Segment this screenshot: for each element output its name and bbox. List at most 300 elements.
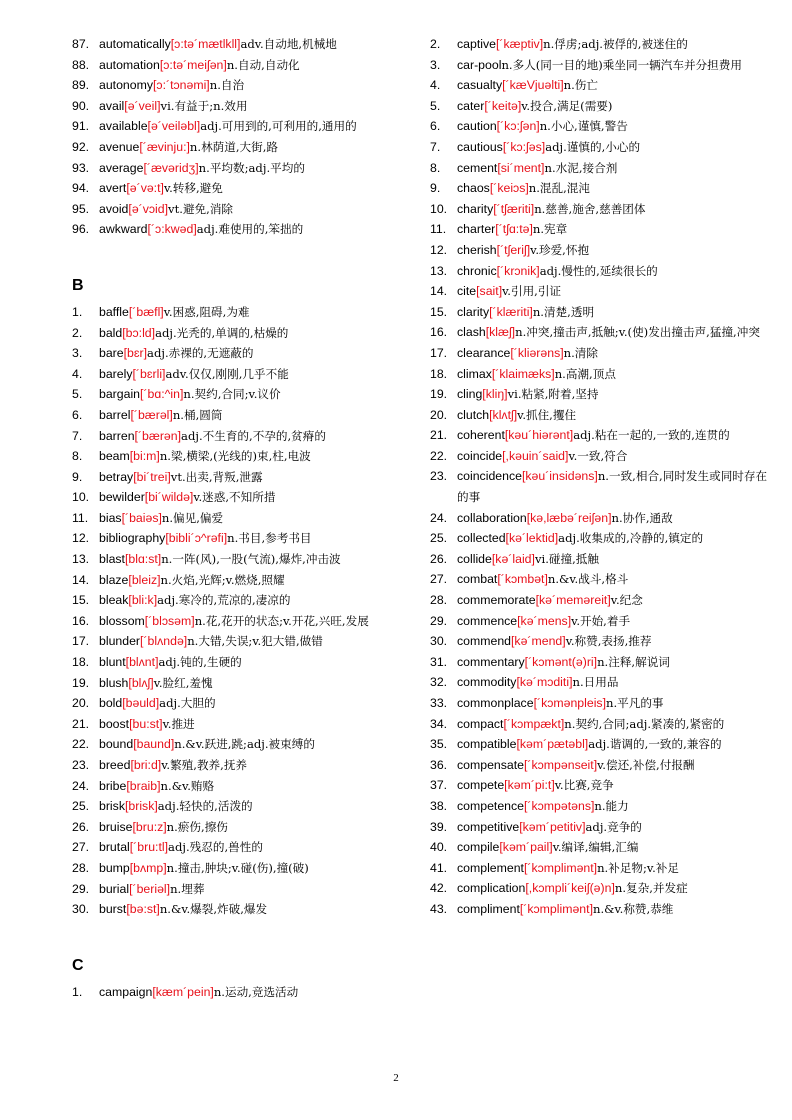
vocab-entry	[72, 549, 412, 570]
entry-definition: v.偿还,补偿,付报酬	[597, 757, 695, 772]
entry-definition: n.注释,解说词	[597, 654, 670, 669]
entry-phonetic: [´kɔ:ʃəs]	[502, 139, 546, 154]
entry-number: 22.	[430, 448, 448, 463]
entry-word: bewilder	[99, 490, 145, 505]
vocab-entry	[430, 240, 768, 261]
entry-word: campaign	[99, 984, 153, 999]
entry-word: cement	[457, 160, 498, 175]
vocab-entry	[72, 673, 412, 694]
vocab-entry	[72, 158, 412, 179]
vocab-entry	[72, 796, 412, 817]
entry-body	[99, 879, 412, 900]
entry-word: clarity	[457, 304, 490, 319]
entry-number: 40.	[430, 840, 448, 855]
entry-number: 6.	[72, 407, 83, 422]
vocab-entry	[72, 837, 412, 858]
entry-body	[99, 446, 412, 467]
entry-word: brisk	[99, 799, 125, 814]
entry-body	[99, 755, 412, 776]
entry-phonetic: [kə´mɔditi]	[516, 675, 573, 690]
entry-definition: n.混乱,混沌	[528, 181, 590, 196]
entry-phonetic: [´bɑ:^in]	[140, 387, 184, 402]
entry-number: 24.	[72, 778, 90, 793]
entry-phonetic: [bli:k]	[128, 593, 158, 608]
entry-body	[99, 982, 412, 1003]
entry-phonetic: [kliŋ]	[482, 387, 508, 402]
entry-body	[457, 466, 768, 507]
vocab-entry	[430, 364, 768, 385]
vocab-entry	[430, 322, 768, 343]
entry-body	[99, 508, 412, 529]
vocab-entry	[430, 528, 768, 549]
entry-definition: v.困惑,阻碍,为难	[163, 304, 250, 319]
entry-number: 88.	[72, 57, 90, 72]
entry-word: barrel	[99, 407, 131, 422]
entry-word: compete	[457, 778, 505, 793]
entry-body	[457, 755, 768, 776]
entry-number: 30.	[430, 634, 448, 649]
entry-definition: adv.自动地,机械地	[240, 37, 337, 51]
vocab-entry	[72, 405, 412, 426]
entry-phonetic: [blɑ:st]	[124, 552, 162, 567]
entry-definition: n.自动,自动化	[226, 57, 300, 72]
entry-number: 9.	[72, 469, 83, 484]
entry-word: bias	[99, 510, 122, 525]
entry-body	[99, 426, 412, 447]
entry-body	[457, 240, 768, 261]
entry-number: 95.	[72, 201, 90, 216]
entry-body	[99, 343, 412, 364]
vocab-entry	[72, 611, 412, 632]
entry-number: 5.	[72, 387, 83, 402]
section-c-header: C	[72, 956, 84, 974]
entry-word: commentary	[457, 654, 525, 669]
entry-number: 25.	[72, 799, 90, 814]
entry-definition: n.&v.称赞,恭维	[592, 901, 674, 916]
entry-number: 93.	[72, 160, 90, 175]
entry-phonetic: [´kɔmpənseit]	[524, 757, 598, 772]
entry-number: 18.	[430, 366, 448, 381]
vocab-entry	[72, 199, 412, 220]
entry-word: avoid	[99, 201, 129, 216]
entry-definition: vi.有益于;n.效用	[160, 98, 248, 113]
entry-phonetic: [´bærəl]	[130, 407, 173, 422]
vocab-entry	[430, 590, 768, 611]
entry-word: commonplace	[457, 696, 534, 710]
entry-phonetic: [ə´veiləbl]	[147, 119, 201, 134]
entry-number: 13.	[72, 552, 90, 567]
entry-phonetic: [´kɔmplimənt]	[523, 860, 598, 875]
entry-phonetic: [´bæfl]	[128, 304, 164, 319]
vocab-entry	[72, 96, 412, 117]
entry-definition: v.推进	[162, 716, 195, 731]
vocab-entry	[430, 508, 768, 529]
entry-phonetic: [´keiɔs]	[489, 181, 529, 196]
vocab-entry	[72, 693, 412, 714]
entry-body	[457, 55, 768, 76]
entry-body	[99, 323, 412, 344]
entry-number: 89.	[72, 78, 90, 93]
entry-word: avail	[99, 98, 125, 113]
section-c-list-continued	[430, 34, 768, 920]
entry-number: 30.	[72, 902, 90, 917]
entry-body	[457, 96, 768, 117]
entry-number: 17.	[430, 345, 448, 360]
entry-definition: n.一阵(风),一股(气流),爆炸,冲击波	[161, 552, 341, 567]
entry-word: avert	[99, 181, 127, 196]
entry-word: competitive	[457, 819, 520, 834]
entry-phonetic: [bleiz]	[128, 572, 161, 587]
entry-phonetic: [´bru:tl]	[129, 840, 169, 855]
entry-number: 90.	[72, 98, 90, 113]
entry-number: 25.	[430, 531, 448, 546]
entry-phonetic: [blʌʃ]	[128, 675, 154, 690]
entry-phonetic: [brisk]	[124, 799, 158, 814]
entry-definition: vi.碰撞,抵触	[534, 551, 599, 566]
entry-phonetic: [kə´mend]	[511, 634, 566, 649]
vocab-entry	[430, 96, 768, 117]
entry-number: 14.	[72, 572, 90, 587]
entry-number: 29.	[72, 881, 90, 896]
entry-word: cherish	[457, 242, 497, 257]
entry-word: bare	[99, 346, 124, 361]
entry-body	[457, 405, 768, 426]
entry-body	[457, 158, 768, 179]
entry-definition: v.引用,引证	[502, 284, 562, 299]
entry-word: chronic	[457, 263, 497, 278]
entry-body	[99, 776, 412, 797]
entry-phonetic: [´kæptiv]	[495, 37, 544, 51]
vocab-entry	[430, 34, 768, 55]
entry-number: 19.	[430, 387, 448, 402]
entry-definition: n.水泥,接合剂	[544, 160, 618, 175]
entry-body	[457, 672, 768, 693]
entry-word: bleak	[99, 593, 129, 608]
entry-number: 39.	[430, 819, 448, 834]
entry-body	[99, 55, 412, 76]
entry-phonetic: [bri:d]	[130, 758, 162, 772]
vocab-entry	[430, 446, 768, 467]
entry-body	[99, 817, 412, 838]
entry-definition: n.自治	[209, 78, 245, 93]
vocab-entry	[72, 137, 412, 158]
entry-body	[457, 116, 768, 137]
entry-definition: v.珍爱,怀抱	[530, 242, 590, 257]
vocab-entry	[430, 219, 768, 240]
entry-definition: n.协作,通敌	[611, 510, 673, 525]
entry-phonetic: [´kɔmbət]	[497, 572, 548, 587]
entry-phonetic: [ə´veil]	[124, 98, 161, 113]
entry-number: 16.	[430, 325, 448, 340]
entry-number: 4.	[72, 366, 83, 381]
entry-phonetic: [blʌnt]	[125, 655, 159, 670]
entry-definition: n.平凡的事	[606, 696, 664, 710]
entry-definition: v.开始,着手	[571, 613, 631, 628]
vocab-entry	[72, 302, 412, 323]
entry-number: 7.	[430, 139, 441, 154]
entry-word: complement	[457, 860, 524, 875]
entry-definition: n.平均数;adj.平均的	[198, 160, 305, 175]
entry-definition: n.林荫道,大街,路	[189, 139, 279, 154]
page-number: 2	[393, 1072, 399, 1084]
entry-phonetic: [´blɔsəm]	[144, 613, 195, 628]
entry-body	[457, 817, 768, 838]
entry-phonetic: [´baiəs]	[121, 510, 162, 525]
entry-body	[99, 405, 412, 426]
entry-phonetic: [´ɔ:kwəd]	[147, 222, 197, 237]
entry-body	[457, 302, 768, 323]
entry-phonetic: [´kɔmpækt]	[503, 716, 565, 731]
entry-definition: n.复杂,并发症	[614, 881, 688, 896]
vocab-entry	[430, 837, 768, 858]
entry-word: clutch	[457, 407, 490, 422]
entry-body	[99, 570, 412, 591]
entry-phonetic: [´bærən]	[134, 428, 182, 443]
entry-phonetic: [´kæVjuəlti]	[502, 78, 564, 93]
left-column	[72, 34, 412, 1002]
entry-number: 91.	[72, 119, 90, 134]
entry-phonetic: [´ævinju:]	[139, 139, 190, 154]
entry-word: bound	[99, 737, 134, 752]
entry-phonetic: [bu:st]	[129, 716, 163, 731]
entry-word: baffle	[99, 304, 129, 319]
entry-phonetic: [bi´wildə]	[144, 490, 194, 505]
entry-number: 15.	[72, 593, 90, 608]
entry-phonetic: [´ævəridʒ]	[143, 160, 199, 175]
entry-phonetic: [kə´laid]	[491, 551, 535, 566]
entry-definition: adv.仅仅,刚刚,几乎不能	[165, 366, 289, 381]
entry-body	[99, 158, 412, 179]
entry-word: available	[99, 119, 148, 134]
entry-phonetic: [bəuld]	[122, 696, 160, 711]
entry-phonetic: [bɛr]	[123, 346, 148, 361]
entry-number: 32.	[430, 675, 448, 690]
entry-body	[457, 261, 768, 282]
vocab-entry	[430, 75, 768, 96]
entry-definition: adj.不生育的,不孕的,贫瘠的	[181, 428, 326, 443]
entry-number: 9.	[430, 181, 441, 196]
entry-number: 1.	[72, 984, 83, 999]
entry-phonetic: [´kɔmənt(ə)ri]	[524, 654, 598, 669]
entry-definition: n.梁,横梁,(光线的)束,柱,电波	[159, 449, 311, 464]
entry-phonetic: [´kɔmplimənt]	[519, 901, 593, 916]
vocab-entry	[430, 137, 768, 158]
entry-definition: vt.出卖,背叛,泄露	[170, 469, 263, 484]
entry-definition: v.一致,符合	[568, 448, 628, 463]
entry-definition: n.清楚,透明	[532, 304, 595, 319]
entry-number: 21.	[430, 428, 448, 443]
entry-phonetic: [´krɔnik]	[496, 263, 540, 278]
entry-phonetic: [´blʌndə]	[140, 634, 188, 649]
entry-body	[99, 652, 412, 673]
entry-body	[99, 590, 412, 611]
vocab-entry	[430, 817, 768, 838]
entry-definition: n.桶,圆筒	[172, 407, 223, 422]
vocab-entry	[430, 631, 768, 652]
entry-number: 94.	[72, 181, 90, 196]
entry-body	[457, 508, 768, 529]
entry-number: 12.	[72, 531, 90, 546]
entry-body	[457, 281, 768, 302]
entry-number: 43.	[430, 901, 448, 916]
entry-body	[457, 343, 768, 364]
entry-number: 1.	[72, 304, 83, 319]
entry-body	[457, 652, 768, 673]
entry-definition: n.慈善,施舍,慈善团体	[534, 201, 646, 216]
vocab-entry	[430, 652, 768, 673]
entry-body	[99, 796, 412, 817]
entry-phonetic: [´klæriti]	[489, 304, 533, 319]
entry-phonetic: [´bɛrli]	[132, 366, 166, 381]
entry-number: 12.	[430, 242, 448, 257]
entry-definition: n.小心,谨慎,警告	[539, 119, 628, 134]
entry-body	[457, 425, 768, 446]
entry-phonetic: [kəu´insidəns]	[521, 469, 598, 484]
vocab-entry	[72, 343, 412, 364]
vocab-entry	[430, 899, 768, 920]
entry-definition: adj.赤裸的,无遮蔽的	[147, 346, 254, 361]
entry-word: bibliography	[99, 531, 166, 546]
vocab-entry	[72, 982, 412, 1003]
vocab-entry	[430, 261, 768, 282]
entry-phonetic: [kæm´pein]	[152, 984, 214, 999]
entry-definition: adj.钝的,生硬的	[158, 655, 242, 670]
entry-definition: n.撞击,肿块;v.碰(伤),撞(破)	[166, 860, 309, 875]
entry-body	[457, 569, 768, 590]
entry-phonetic: [´kɔ:ʃən]	[496, 119, 540, 134]
vocab-entry	[430, 796, 768, 817]
entry-phonetic: [,kəuin´said]	[502, 448, 569, 463]
entry-body	[457, 631, 768, 652]
entry-number: 34.	[430, 716, 448, 731]
vocab-entry	[72, 817, 412, 838]
entry-word: competence	[457, 798, 524, 813]
entry-number: 10.	[72, 490, 90, 505]
entry-word: compile	[457, 840, 500, 855]
entry-number: 4.	[430, 78, 441, 93]
entry-definition: v.称赞,表扬,推荐	[565, 634, 652, 649]
vocab-entry	[72, 652, 412, 673]
entry-body	[99, 693, 412, 714]
section-a-list	[72, 34, 412, 240]
entry-word: coincide	[457, 448, 503, 463]
entry-word: blossom	[99, 613, 145, 628]
vocab-entry	[430, 343, 768, 364]
entry-body	[457, 322, 768, 343]
vocab-entry	[72, 858, 412, 879]
entry-phonetic: [kə´meməreit]	[535, 593, 611, 608]
entry-number: 19.	[72, 675, 90, 690]
entry-body	[457, 384, 768, 405]
entry-word: compliment	[457, 901, 520, 916]
entry-number: 87.	[72, 37, 90, 51]
entry-phonetic: [kəm´petitiv]	[519, 819, 586, 834]
entry-definition: adj.收集成的,冷静的,镇定的	[558, 531, 704, 546]
entry-definition: n.清除	[563, 345, 598, 360]
entry-word: avenue	[99, 139, 140, 154]
entry-word: awkward	[99, 222, 148, 237]
entry-definition: n.&v.跃进,跳;adj.被束缚的	[174, 737, 315, 752]
entry-word: complication	[457, 881, 526, 896]
entry-body	[99, 116, 412, 137]
entry-body	[457, 549, 768, 570]
entry-definition: n.火焰,光辉;v.燃烧,照耀	[160, 572, 285, 587]
vocab-entry	[430, 878, 768, 899]
vocab-entry	[72, 631, 412, 652]
vocab-entry	[72, 178, 412, 199]
entry-definition: n.一致,相合,同时发生或同时存在的事	[457, 469, 768, 505]
vocab-entry	[430, 384, 768, 405]
entry-number: 37.	[430, 778, 448, 793]
section-c-list	[72, 982, 412, 1003]
entry-body	[457, 219, 768, 240]
entry-body	[99, 611, 412, 632]
vocab-entry	[72, 570, 412, 591]
entry-word: bargain	[99, 387, 141, 402]
entry-body	[99, 734, 412, 755]
entry-word: compensate	[457, 757, 524, 772]
entry-phonetic: [´tʃeriʃ]	[496, 242, 531, 257]
entry-number: 20.	[72, 696, 90, 711]
entry-phonetic: [sait]	[476, 284, 503, 299]
entry-number: 21.	[72, 716, 90, 731]
entry-number: 2.	[430, 37, 441, 51]
entry-body	[457, 199, 768, 220]
vocab-entry	[430, 672, 768, 693]
entry-word: charity	[457, 201, 494, 216]
entry-definition: n.&v.爆裂,炸破,爆发	[159, 902, 268, 917]
entry-definition: n.&v.贿赂	[160, 778, 215, 793]
entry-body	[457, 137, 768, 158]
entry-definition: n.埋葬	[170, 881, 205, 896]
entry-definition: n.花,花开的状态;v.开花,兴旺,发展	[194, 613, 369, 628]
entry-body	[457, 775, 768, 796]
entry-number: 36.	[430, 757, 448, 772]
entry-definition: n.伤亡	[563, 78, 598, 93]
entry-body	[457, 178, 768, 199]
entry-body	[457, 590, 768, 611]
vocab-entry	[72, 219, 412, 240]
entry-definition: adj.寒冷的,荒凉的,凄凉的	[157, 593, 291, 608]
entry-body	[99, 137, 412, 158]
vocab-entry	[430, 858, 768, 879]
vocab-entry	[72, 528, 412, 549]
entry-body	[99, 467, 412, 488]
entry-definition: n.&v.战斗,格斗	[547, 572, 629, 587]
entry-number: 15.	[430, 304, 448, 319]
entry-word: cautious	[457, 139, 503, 154]
entry-phonetic: [bɔ:ld]	[122, 325, 156, 340]
entry-phonetic: [kəm´pail]	[499, 840, 553, 855]
entry-definition: adj.残忍的,兽性的	[168, 840, 263, 855]
entry-definition: v.编译,编辑,汇编	[552, 840, 639, 855]
entry-number: 27.	[72, 840, 90, 855]
entry-number: 7.	[72, 428, 83, 443]
entry-number: 23.	[430, 469, 448, 484]
entry-definition: n.日用品	[572, 675, 619, 690]
entry-body	[457, 446, 768, 467]
entry-word: bribe	[99, 778, 127, 793]
entry-number: 16.	[72, 613, 90, 628]
entry-word: commence	[457, 613, 518, 628]
entry-definition: n.冲突,撞击声,抵触;v.(使)发出撞击声,猛撞,冲突	[515, 325, 760, 340]
entry-number: 28.	[72, 860, 90, 875]
vocab-entry	[430, 116, 768, 137]
entry-phonetic: [´keitə]	[484, 98, 522, 113]
entry-body	[457, 796, 768, 817]
entry-word: commend	[457, 634, 511, 649]
entry-body	[457, 878, 768, 899]
